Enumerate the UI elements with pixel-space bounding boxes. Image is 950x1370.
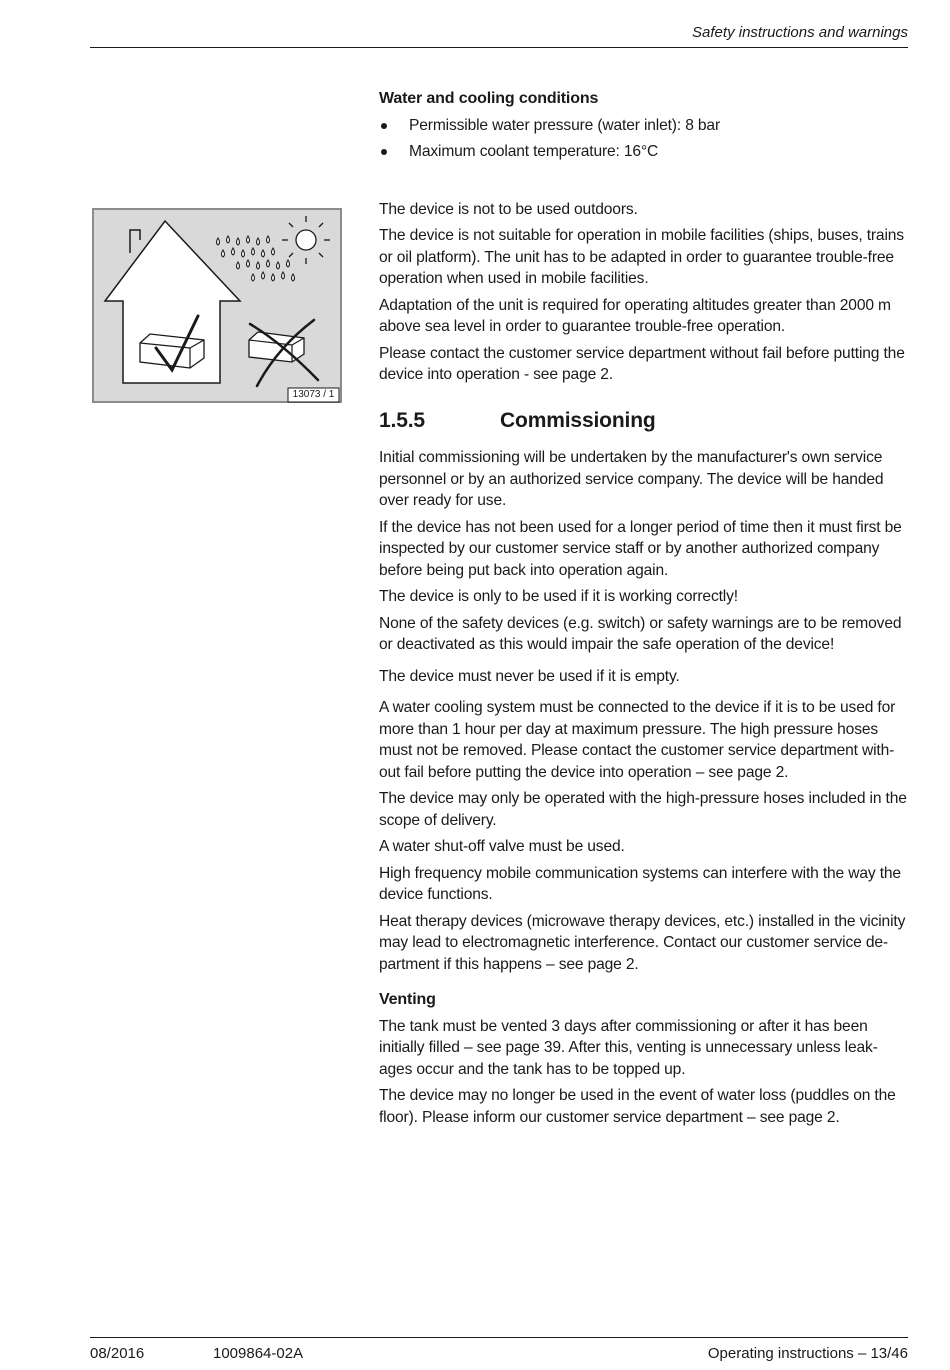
paragraph: A water shut-off valve must be used.	[379, 838, 625, 855]
main-content	[379, 88, 909, 1133]
figure-label: 13073 / 1	[292, 389, 335, 400]
paragraph: If the device has not been used for a longer period of time then it must first be inspected by our customer service staff or by another authorized company before being put back into operation again.	[379, 518, 902, 579]
paragraph: The device may no longer be used in the event of water loss (puddles on the floor). Please inform our customer service department – see page 2.	[379, 1087, 896, 1126]
paragraph: None of the safety devices (e.g. switch) or safety warnings are to be removed or deactivated as this would impair the safe operation of the device!	[379, 614, 902, 653]
header-title: Safety instructions and warnings	[692, 24, 908, 41]
footer-date: 08/2016	[90, 1345, 145, 1362]
section-heading-commissioning	[379, 410, 909, 432]
paragraph: The device must never be used if it is empty.	[379, 667, 680, 685]
water-conditions-heading: Water and cooling conditions	[379, 90, 599, 107]
paragraph: Please contact the customer service department without fail before putting the device into operation - see page 2.	[379, 344, 905, 383]
paragraph: A water cooling system must be connected to the device if it is to be used for more than 1 hour per day at maximum pressure. The high pressure hoses must not be removed. Please contact the customer service department with-out fail before putting the device into operation – see page 2.	[379, 699, 896, 781]
paragraph: The device is not suitable for operation in mobile facilities (ships, buses, trains or oil platform). The unit has to be adapted in order to guarantee trouble-free operation when used in mobile facilities.	[379, 227, 904, 287]
paragraph: High frequency mobile communication systems can interfere with the way the device functions.	[379, 864, 901, 903]
paragraph: The device may only be operated with the high-pressure hoses included in the scope of delivery.	[379, 790, 907, 829]
water-conditions-list	[379, 115, 909, 163]
paragraph: Initial commissioning will be undertaken by the manufacturer's own service personnel or by an authorized service company. The device will be handed over ready for use.	[379, 449, 884, 509]
paragraph: The tank must be vented 3 days after commissioning or after it has been initially filled – see page 39. After this, venting is unnecessary unless leak-ages occur and the tank has to be topped up.	[379, 1017, 878, 1078]
venting-heading: Venting	[379, 991, 436, 1008]
indoor-use-figure	[92, 208, 342, 403]
section-title: Commissioning	[500, 408, 656, 432]
footer-doc-number: 1009864-02A	[213, 1345, 304, 1362]
paragraph: Adaptation of the unit is required for operating altitudes greater than 2000 m above sea level in order to guarantee trouble-free operation.	[379, 296, 891, 335]
footer-rule	[90, 1337, 908, 1338]
paragraph: The device is not to be used outdoors.	[379, 200, 638, 218]
list-item: Permissible water pressure (water inlet): 8 bar	[379, 115, 909, 137]
paragraph: Heat therapy devices (microwave therapy devices, etc.) installed in the vicinity may lead to electromagnetic interference. Contact our customer service de-partment if this happens – see page 2.	[379, 912, 906, 973]
section-number: 1.5.5	[379, 408, 425, 432]
list-item: Maximum coolant temperature: 16°C	[379, 141, 909, 163]
header-rule	[90, 47, 908, 48]
paragraph: The device is only to be used if it is working correctly!	[379, 588, 738, 605]
footer-page-info: Operating instructions – 13/46	[707, 1345, 908, 1362]
